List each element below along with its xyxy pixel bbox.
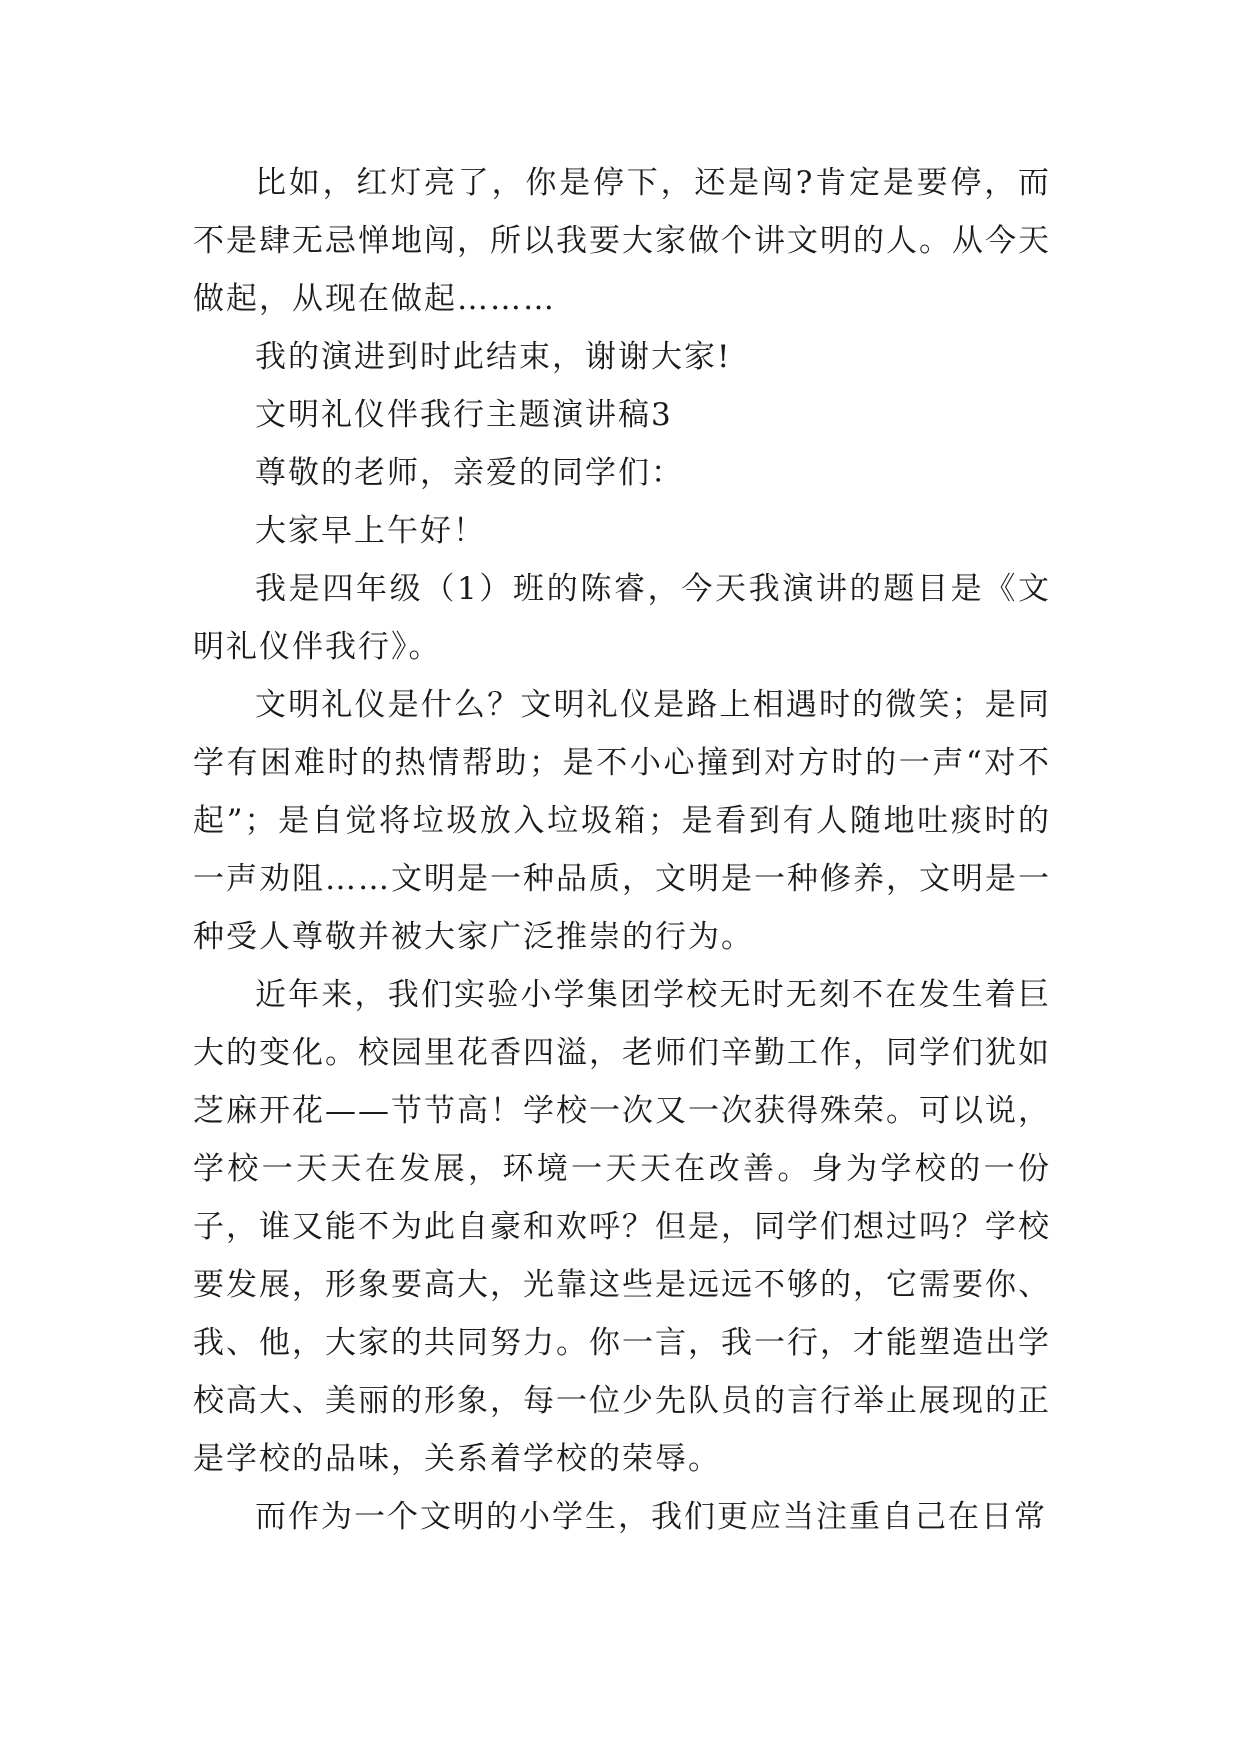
paragraph: 而作为一个文明的小学生，我们更应当注重自己在日常	[255, 1499, 1047, 1535]
paragraph: 我是四年级（1）班的陈睿，今天我演讲的题目是《文明礼仪伴我行》。	[193, 571, 1051, 665]
greeting: 大家早上午好！	[255, 513, 486, 549]
section-title: 文明礼仪伴我行主题演讲稿3	[255, 397, 673, 433]
paragraph: 文明礼仪是什么？文明礼仪是路上相遇时的微笑；是同学有困难时的热情帮助；是不小心撞到对方时的一声“对不起”；是自觉将垃圾放入垃圾箱；是看到有人随地吐痰时的一声劝阻……文明是一种品质，文明是一种修养，文明是一种受人尊敬并被大家广泛推崇的行为。	[193, 687, 1051, 955]
paragraph: 比如，红灯亮了，你是停下，还是闯?肯定是要停，而不是肆无忌惮地闯，所以我要大家做个讲文明的人。从今天做起，从现在做起………	[193, 165, 1051, 317]
document-page	[193, 154, 1051, 1546]
paragraph: 近年来，我们实验小学集团学校无时无刻不在发生着巨大的变化。校园里花香四溢，老师们辛勤工作，同学们犹如芝麻开花——节节高！学校一次又一次获得殊荣。可以说，学校一天天在发展，环境一天天在改善。身为学校的一份子，谁又能不为此自豪和欢呼？但是，同学们想过吗？学校要发展，形象要高大，光靠这些是远远不够的，它需要你、我、他，大家的共同努力。你一言，我一行，才能塑造出学校高大、美丽的形象，每一位少先队员的言行举止展现的正是学校的品味，关系着学校的荣辱。	[193, 977, 1051, 1477]
paragraph: 我的演进到时此结束，谢谢大家!	[255, 339, 732, 375]
salutation: 尊敬的老师，亲爱的同学们：	[255, 455, 684, 491]
